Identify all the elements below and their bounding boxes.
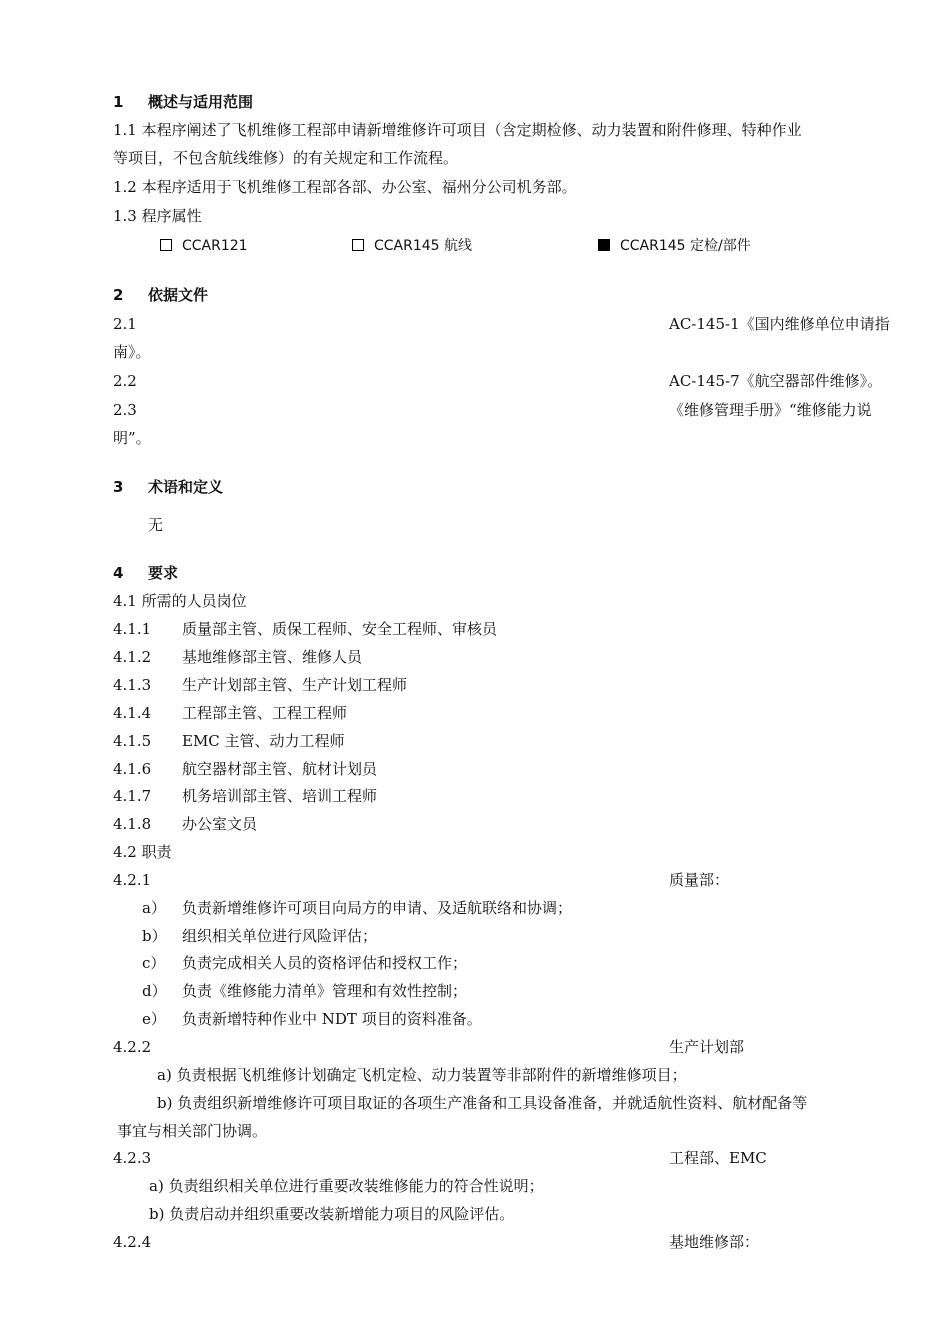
ref-2-3-number: 2.3 — [113, 401, 137, 419]
checkbox-empty-icon — [352, 239, 364, 251]
role-number: 4.1.7 — [113, 787, 152, 805]
role-text: 机务培训部主管、培训工程师 — [182, 787, 378, 805]
duty-4-2-3-a: a) 负责组织相关单位进行重要改装维修能力的符合性说明； — [149, 1177, 544, 1195]
attr-label: CCAR145 航线 — [374, 238, 473, 254]
section-3-body: 无 — [148, 516, 164, 534]
duty-4-2-4-number: 4.2.4 — [113, 1233, 152, 1251]
section-2-number: 2 — [113, 286, 124, 304]
section-3-title: 术语和定义 — [148, 478, 224, 496]
duty-4-2-2-number: 4.2.2 — [113, 1038, 152, 1056]
ref-2-1-number: 2.1 — [113, 315, 137, 333]
para-1-3: 1.3 程序属性 — [113, 207, 202, 225]
para-4-1: 4.1 所需的人员岗位 — [113, 592, 247, 610]
ref-2-3-continuation: 明”。 — [113, 429, 151, 447]
attr-label: CCAR121 — [182, 238, 248, 254]
para-1-2: 1.2 本程序适用于飞机维修工程部各部、办公室、福州分公司机务部。 — [113, 178, 577, 196]
duty-4-2-4-dept: 基地维修部： — [669, 1233, 760, 1251]
role-text: 生产计划部主管、生产计划工程师 — [182, 676, 408, 694]
role-text: 质量部主管、质保工程师、安全工程师、审核员 — [182, 620, 498, 638]
section-4-number: 4 — [113, 564, 124, 582]
duty-item-mark: b） — [142, 927, 167, 945]
attr-checkbox-ccar145-check — [598, 235, 751, 256]
duty-4-2-2-a: a) 负责根据飞机维修计划确定飞机定检、动力装置等非部附件的新增维修项目； — [157, 1066, 687, 1084]
duty-item-mark: d） — [142, 982, 167, 1000]
ref-2-1-continuation: 南》。 — [113, 343, 151, 361]
role-number: 4.1.6 — [113, 760, 152, 778]
role-number: 4.1.5 — [113, 732, 152, 750]
para-1-1-line1: 1.1 本程序阐述了飞机维修工程部申请新增维修许可项目（含定期检修、动力装置和附件修理、特种作业 — [113, 121, 802, 139]
para-4-2: 4.2 职责 — [113, 843, 172, 861]
duty-4-2-2-b-line2: 事宜与相关部门协调。 — [117, 1122, 268, 1140]
duty-item-mark: e） — [142, 1010, 166, 1028]
role-text: 基地维修部主管、维修人员 — [182, 648, 363, 666]
role-text: 办公室文员 — [182, 815, 258, 833]
duty-4-2-3-b: b) 负责启动并组织重要改装新增能力项目的风险评估。 — [149, 1205, 515, 1223]
ref-2-2-text: AC-145-7《航空器部件维修》。 — [669, 372, 883, 390]
duty-4-2-1-dept: 质量部： — [669, 871, 730, 889]
ref-2-1-text: AC-145-1《国内维修单位申请指 — [669, 315, 890, 333]
ref-2-2-number: 2.2 — [113, 372, 137, 390]
duty-4-2-3-dept: 工程部、EMC — [669, 1149, 767, 1167]
section-1-title: 概述与适用范围 — [148, 93, 254, 111]
role-number: 4.1.3 — [113, 676, 152, 694]
section-3-number: 3 — [113, 478, 124, 496]
ref-2-3-text: 《维修管理手册》“维修能力说 — [669, 401, 872, 419]
duty-4-2-1-number: 4.2.1 — [113, 871, 152, 889]
checkbox-filled-icon — [598, 239, 610, 251]
role-number: 4.1.2 — [113, 648, 152, 666]
para-1-1-line2: 等项目，不包含航线维修）的有关规定和工作流程。 — [113, 149, 459, 167]
duty-item-text: 组织相关单位进行风险评估； — [182, 927, 378, 945]
duty-4-2-3-number: 4.2.3 — [113, 1149, 152, 1167]
duty-4-2-2-b-line1: b) 负责组织新增维修许可项目取证的各项生产准备和工具设备准备，并就适航性资料、航材配备等 — [157, 1094, 808, 1112]
attr-checkbox-ccar145-line — [352, 235, 472, 256]
duty-item-text: 负责新增维修许可项目向局方的申请、及适航联络和协调； — [182, 899, 573, 917]
section-2-title: 依据文件 — [148, 286, 209, 304]
duty-item-text: 负责完成相关人员的资格评估和授权工作； — [182, 954, 468, 972]
role-number: 4.1.1 — [113, 620, 152, 638]
role-number: 4.1.8 — [113, 815, 152, 833]
duty-4-2-2-dept: 生产计划部 — [669, 1038, 745, 1056]
duty-item-text: 负责新增特种作业中 NDT 项目的资料准备。 — [182, 1010, 482, 1028]
duty-item-text: 负责《维修能力清单》管理和有效性控制； — [182, 982, 468, 1000]
attr-label: CCAR145 定检/部件 — [620, 238, 751, 254]
checkbox-empty-icon — [160, 239, 172, 251]
attr-checkbox-ccar121 — [160, 235, 248, 256]
role-number: 4.1.4 — [113, 704, 152, 722]
section-1-number: 1 — [113, 93, 124, 111]
role-text: EMC 主管、动力工程师 — [182, 732, 345, 750]
section-4-title: 要求 — [148, 564, 179, 582]
duty-item-mark: c） — [142, 954, 166, 972]
duty-item-mark: a） — [142, 899, 166, 917]
role-text: 工程部主管、工程工程师 — [182, 704, 348, 722]
role-text: 航空器材部主管、航材计划员 — [182, 760, 378, 778]
